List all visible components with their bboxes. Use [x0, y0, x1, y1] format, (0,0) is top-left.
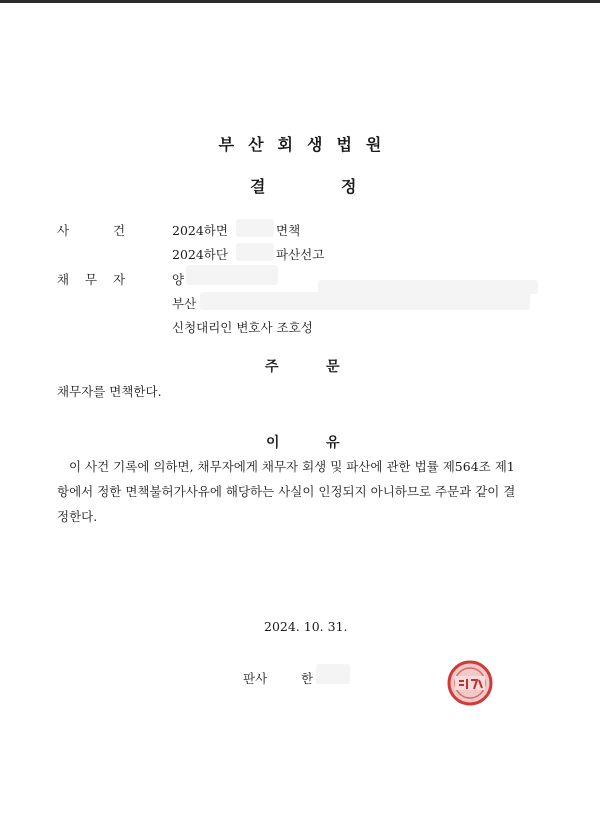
case-type-1: 면책	[276, 223, 301, 238]
case-label-left: 사	[57, 223, 70, 238]
debtor-name: 양	[172, 272, 185, 287]
reason-heading-left: 이	[266, 435, 280, 451]
case-number-1: 2024하면	[172, 223, 228, 238]
order-heading-left: 주	[265, 359, 279, 375]
debtor-address: 부산	[172, 296, 197, 311]
redaction	[236, 219, 274, 237]
case-label-right: 건	[113, 223, 126, 238]
order-text: 채무자를 면책한다.	[57, 384, 162, 399]
redaction	[316, 664, 350, 684]
reason-line-3: 정한다.	[57, 509, 98, 524]
reason-heading-right: 유	[326, 435, 340, 451]
redaction	[186, 265, 278, 285]
court-name: 부산회생법원	[218, 135, 396, 154]
court-seal-icon	[446, 659, 494, 707]
decision-date: 2024. 10. 31.	[264, 619, 348, 634]
document-type-right: 정	[341, 177, 357, 196]
case-type-2: 파산선고	[276, 247, 325, 262]
redaction	[236, 243, 274, 261]
reason-line-2: 항에서 정한 면책불허가사유에 해당하는 사실이 인정되지 아니하므로 주문과 같이 결	[57, 484, 516, 499]
top-rule	[0, 0, 600, 3]
debtor-representative: 신청대리인 변호사 조호성	[172, 320, 313, 335]
reason-line-1: 이 사건 기록에 의하면, 채무자에게 채무자 회생 및 파산에 관한 법률 제564조 제1	[69, 459, 515, 474]
document-type-left: 결	[250, 177, 266, 196]
judge-title: 판사	[243, 671, 268, 686]
debtor-label-3: 자	[113, 272, 126, 287]
case-number-2: 2024하단	[172, 247, 228, 262]
order-heading-right: 문	[326, 359, 340, 375]
debtor-label-2: 무	[85, 272, 98, 287]
redaction	[200, 292, 530, 310]
debtor-label-1: 채	[57, 272, 70, 287]
judge-name: 한	[301, 671, 314, 686]
